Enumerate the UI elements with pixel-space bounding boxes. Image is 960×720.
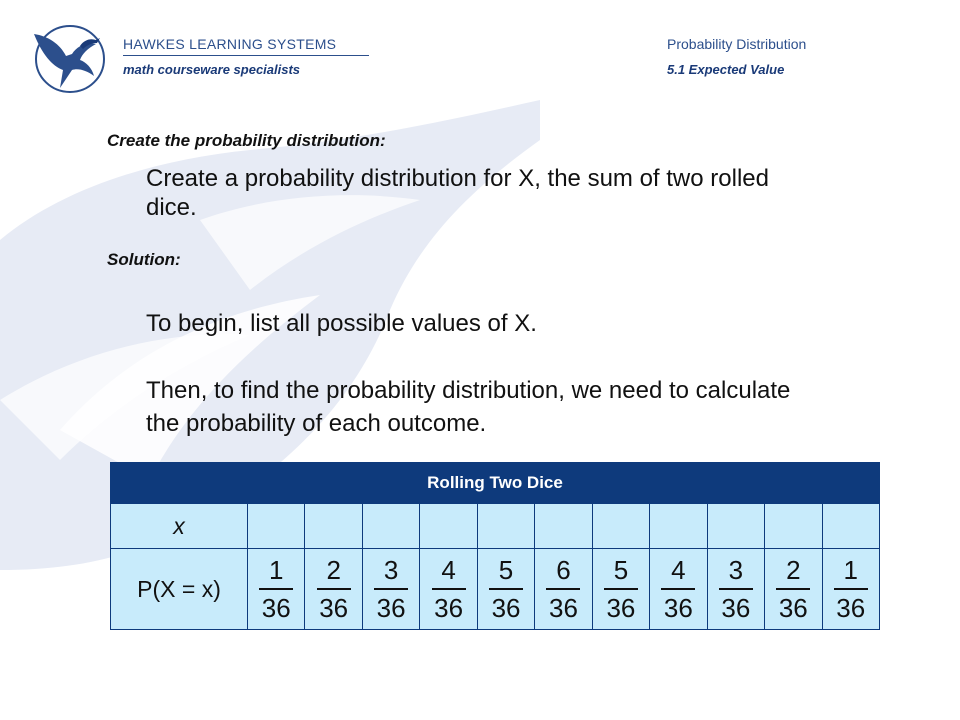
solution-step-1: To begin, list all possible values of X. xyxy=(146,310,537,337)
x-row xyxy=(111,504,880,549)
x-value-cell xyxy=(420,504,477,549)
probability-cell xyxy=(362,549,419,630)
probability-cell xyxy=(477,549,534,630)
numerator: 4 xyxy=(671,555,686,585)
solution-step-2: Then, to find the probability distribution, we need to calculate the probability of each outcome. xyxy=(146,377,791,437)
denominator: 36 xyxy=(261,593,291,623)
distribution-table xyxy=(110,462,880,630)
x-value-cell xyxy=(707,504,764,549)
denominator: 36 xyxy=(778,593,808,623)
probability-row-label: P(X = x) xyxy=(111,549,248,630)
x-value-cell xyxy=(535,504,592,549)
denominator: 36 xyxy=(836,593,866,623)
table-title: Rolling Two Dice xyxy=(111,463,880,504)
brand-name: HAWKES LEARNING SYSTEMS xyxy=(123,36,369,56)
topic-title: Probability Distribution xyxy=(667,36,907,56)
denominator: 36 xyxy=(491,593,521,623)
eagle-icon xyxy=(30,22,108,94)
brand-tagline: math courseware specialists xyxy=(123,62,301,77)
denominator: 36 xyxy=(663,593,693,623)
brand-block xyxy=(123,36,369,77)
topic-subtitle: 5.1 Expected Value xyxy=(667,62,785,77)
task-heading: Create the probability distribution: xyxy=(107,131,386,150)
numerator: 5 xyxy=(613,555,629,585)
numerator: 6 xyxy=(556,555,571,585)
probability-cell xyxy=(650,549,707,630)
probability-cell xyxy=(707,549,764,630)
x-value-cell xyxy=(248,504,305,549)
x-value-cell xyxy=(822,504,879,549)
denominator: 36 xyxy=(721,593,751,623)
numerator: 4 xyxy=(441,555,456,585)
x-value-cell xyxy=(650,504,707,549)
probability-cell xyxy=(305,549,362,630)
numerator: 5 xyxy=(498,555,514,585)
solution-heading: Solution: xyxy=(107,250,181,269)
x-value-cell xyxy=(477,504,534,549)
denominator: 36 xyxy=(376,593,406,623)
numerator: 1 xyxy=(268,555,284,585)
probability-cell xyxy=(765,549,822,630)
probability-row xyxy=(111,549,880,630)
probability-cell xyxy=(420,549,477,630)
numerator: 2 xyxy=(786,555,801,585)
probability-cell xyxy=(822,549,879,630)
x-row-label: x xyxy=(111,504,248,549)
denominator: 36 xyxy=(319,593,349,623)
x-value-cell xyxy=(592,504,649,549)
denominator: 36 xyxy=(606,593,636,623)
numerator: 3 xyxy=(728,555,744,585)
task-text: Create a probability distribution for X, the sum of two rolled dice. xyxy=(146,165,769,221)
probability-cell xyxy=(592,549,649,630)
x-value-cell xyxy=(765,504,822,549)
topic-block xyxy=(667,36,907,77)
x-value-cell xyxy=(362,504,419,549)
probability-cell xyxy=(248,549,305,630)
numerator: 1 xyxy=(843,555,858,585)
denominator: 36 xyxy=(434,593,464,623)
x-value-cell xyxy=(305,504,362,549)
numerator: 3 xyxy=(383,555,399,585)
probability-cell xyxy=(535,549,592,630)
denominator: 36 xyxy=(549,593,578,623)
numerator: 2 xyxy=(326,555,341,585)
